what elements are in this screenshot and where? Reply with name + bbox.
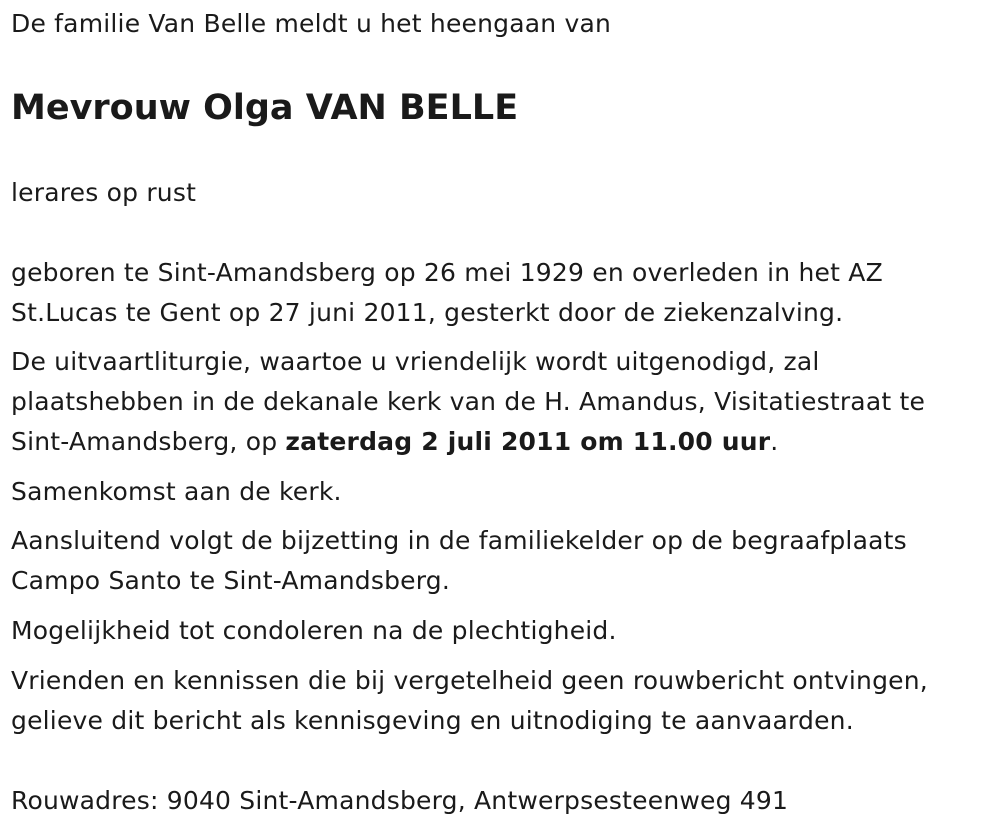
birth-death-line-2: St.Lucas te Gent op 27 juni 2011, gesterkt door de ziekenzalving. [11,298,844,327]
deceased-name: Mevrouw Olga VAN BELLE [11,88,519,128]
intro-text: De familie Van Belle meldt u het heengaan van [11,9,612,38]
address-text: Rouwadres: 9040 Sint-Amandsberg, Antwerpsesteenweg 491 [11,786,789,815]
condolences-text: Mogelijkheid tot condoleren na de plechtigheid. [11,616,617,645]
funeral-line-1: De uitvaartliturgie, waartoe u vriendelijk wordt uitgenodigd, zal [11,347,820,376]
notice-line-2: gelieve dit bericht als kennisgeving en uitnodiging te aanvaarden. [11,706,854,735]
burial-line-2: Campo Santo te Sint-Amandsberg. [11,566,451,595]
birth-death-line-1: geboren te Sint-Amandsberg op 26 mei 1929 en overleden in het AZ [11,258,883,287]
occupation-text: lerares op rust [11,178,197,207]
notice-line-1: Vrienden en kennissen die bij vergetelheid geen rouwbericht ontvingen, [11,666,928,695]
funeral-line-3 [11,427,778,457]
funeral-date-time: zaterdag 2 juli 2011 om 11.00 uur [285,427,771,456]
burial-line-1: Aansluitend volgt de bijzetting in de familiekelder op de begraafplaats [11,526,907,555]
funeral-line-3-suffix: . [770,427,779,456]
gathering-text: Samenkomst aan de kerk. [11,477,342,506]
funeral-line-2: plaatshebben in de dekanale kerk van de H. Amandus, Visitatiestraat te [11,387,926,416]
funeral-line-3-prefix: Sint-Amandsberg, op [11,427,286,456]
